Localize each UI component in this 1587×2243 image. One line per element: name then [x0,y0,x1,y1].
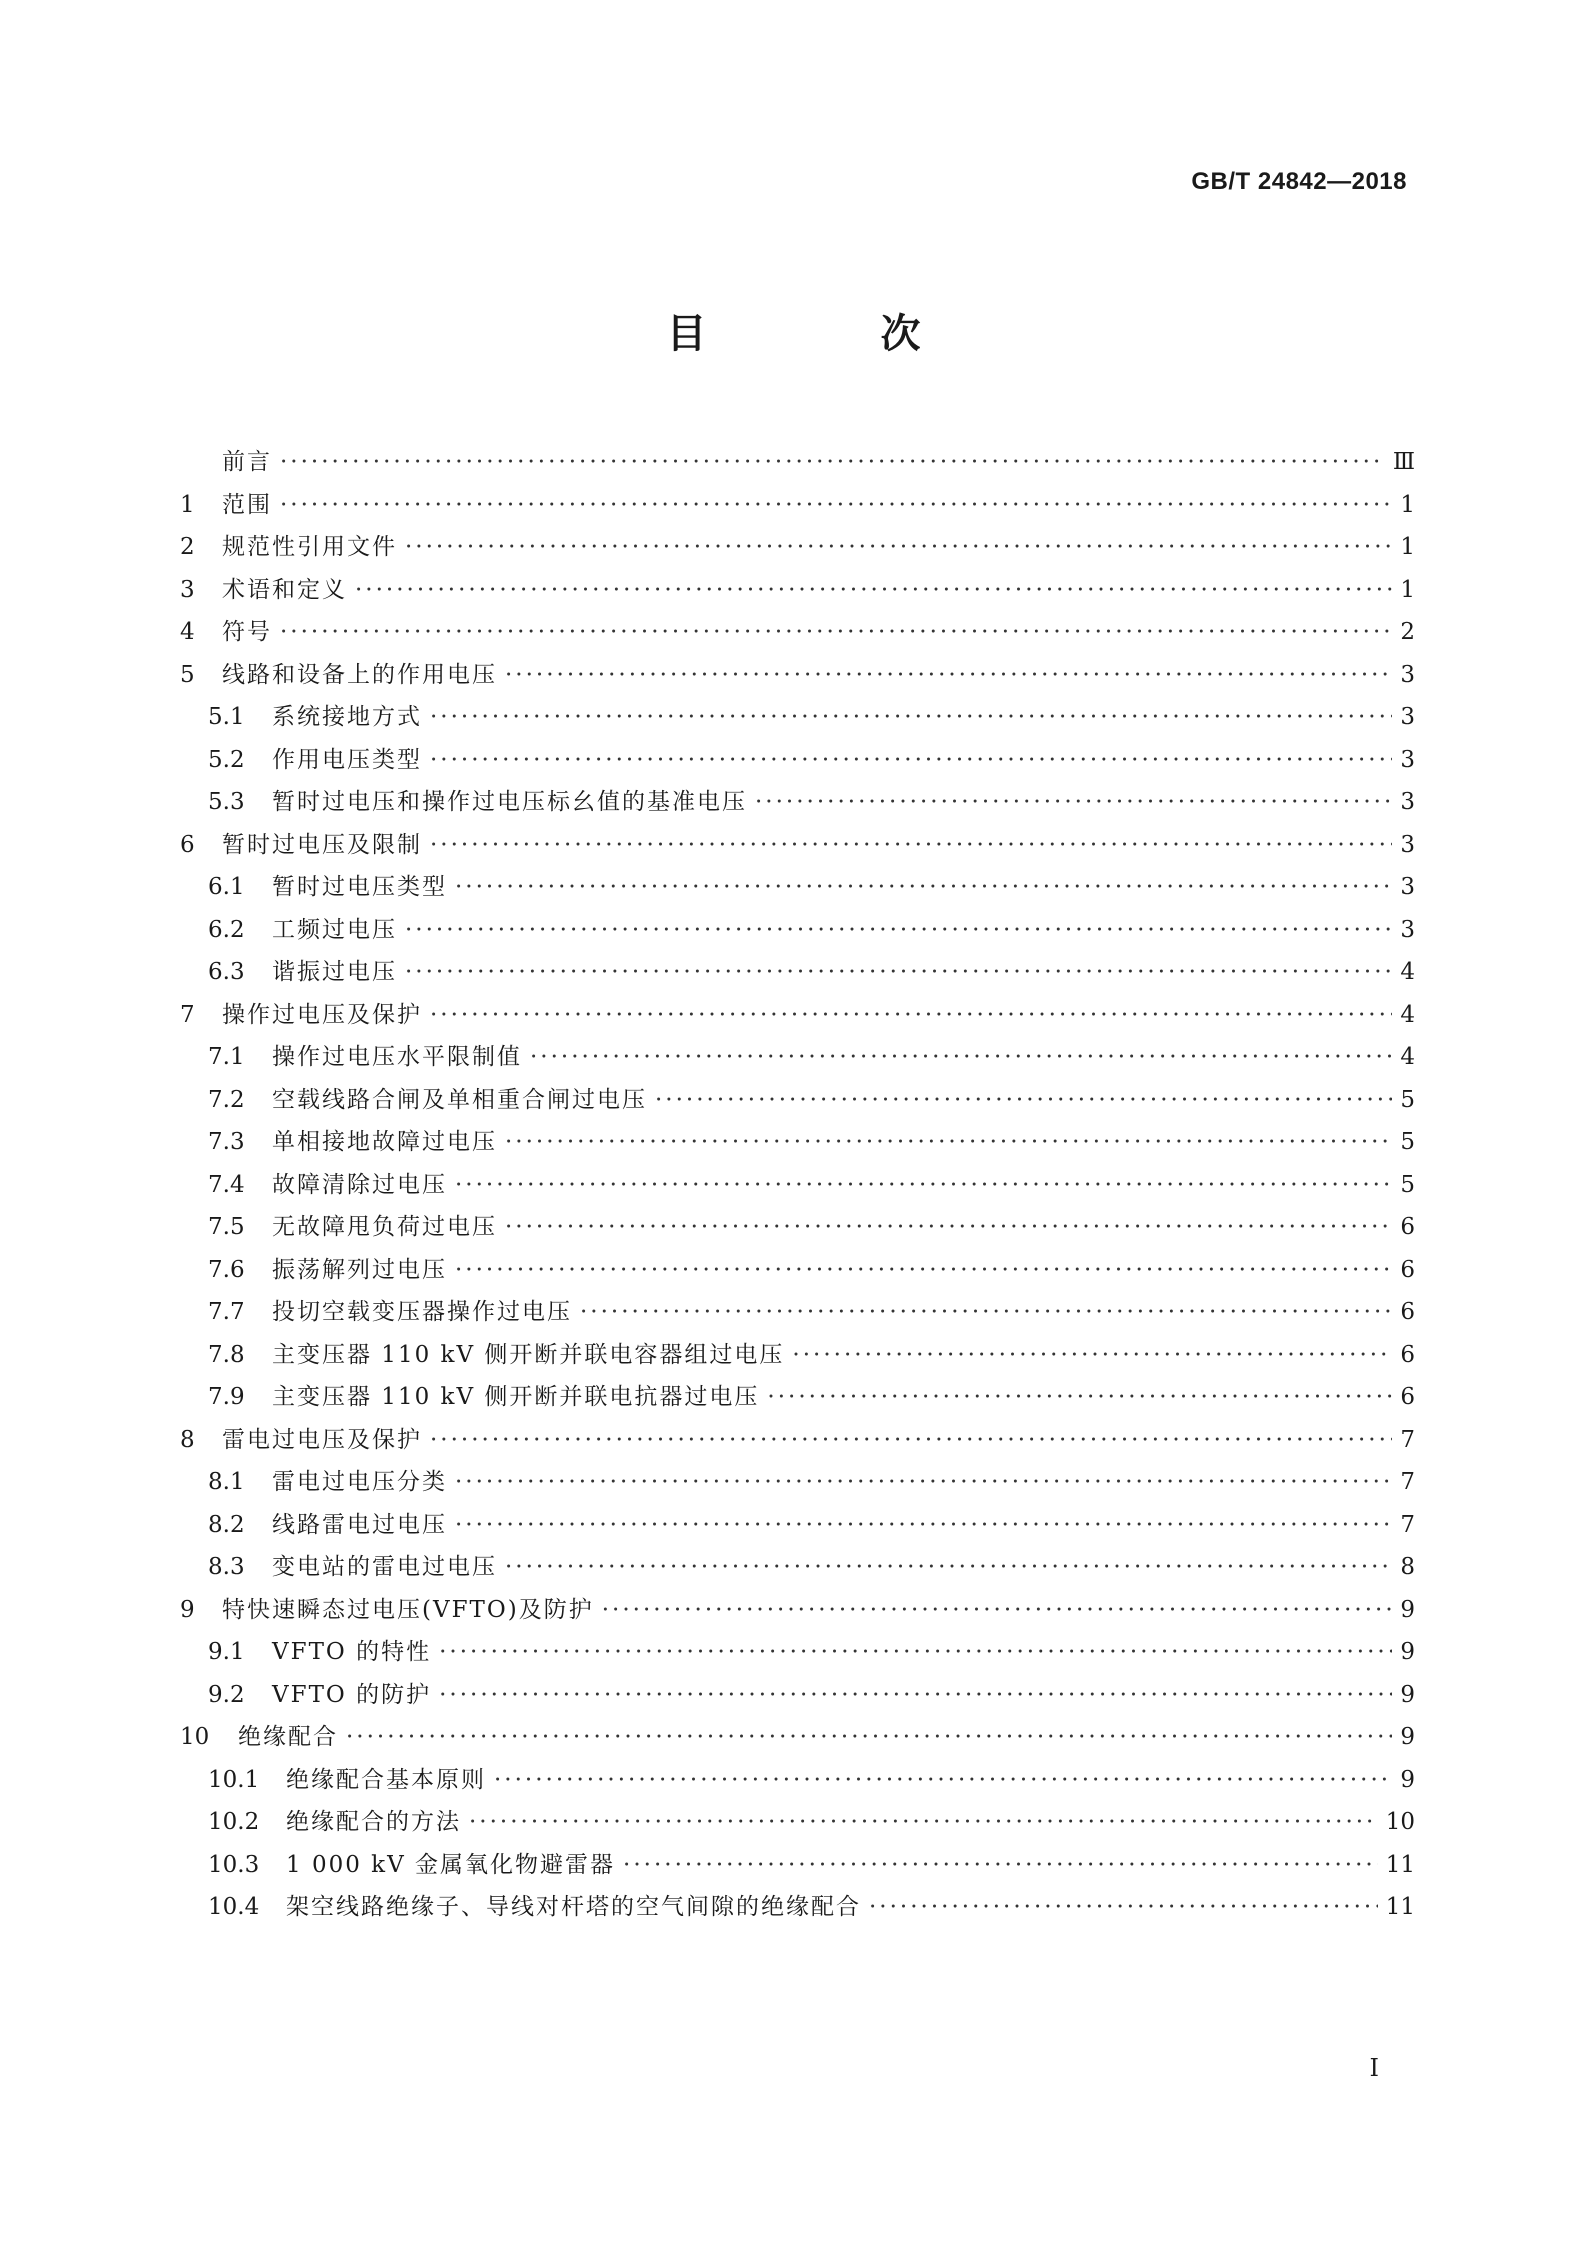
toc-leader-dots [602,1597,1393,1623]
toc-entry-title: 暂时过电压和操作过电压标幺值的基准电压 [272,789,747,815]
toc-leader-dots [505,1554,1392,1580]
toc-leader-dots [455,1172,1392,1198]
toc-entry-page: 7 [1400,1511,1415,1538]
toc-entry-page: 9 [1400,1724,1415,1750]
toc-entry-title: 作用电压类型 [272,746,422,773]
toc-entry[interactable] [180,1336,1415,1379]
toc-entry[interactable] [180,656,1415,699]
toc-entry-page: 11 [1385,1894,1415,1920]
toc-entry-title: 特快速瞬态过电压(VFTO)及防护 [222,1596,594,1623]
toc-leader-dots [430,1427,1392,1453]
toc-leader-dots [405,959,1392,985]
toc-entry-number: 6.3 [208,959,245,985]
toc-entry[interactable] [180,826,1415,869]
toc-entry[interactable] [180,1463,1415,1506]
toc-entry-number: 7.3 [208,1129,245,1155]
toc-leader-dots [439,1639,1392,1665]
toc-entry[interactable] [180,1123,1415,1166]
toc-entry-title: 1 000 kV 金属氧化物避雷器 [286,1851,616,1878]
toc-entry-page: 1 [1400,491,1415,518]
toc-entry-title: 雷电过电压及保护 [222,1426,422,1453]
toc-leader-dots [455,1469,1392,1495]
toc-entry[interactable] [180,443,1415,486]
toc-leader-dots [530,1044,1392,1070]
toc-entry-page: 3 [1400,916,1415,943]
toc-entry[interactable] [180,1591,1415,1634]
toc-entry-page: 6 [1400,1341,1415,1368]
toc-entry-page: 3 [1400,831,1415,858]
toc-entry-number: 7.7 [208,1299,245,1325]
toc-entry-title: 变电站的雷电过电压 [272,1554,497,1580]
toc-entry-number: 10.4 [208,1894,260,1920]
toc-entry-title: 主变压器 110 kV 侧开断并联电容器组过电压 [272,1341,785,1368]
toc-entry[interactable] [180,1718,1415,1761]
toc-entry-title: 架空线路绝缘子、导线对杆塔的空气间隙的绝缘配合 [286,1894,861,1920]
toc-entry[interactable] [180,1761,1415,1804]
toc-entry-number: 7.8 [208,1341,245,1368]
toc-entry-page: 1 [1400,534,1415,560]
toc-entry-page: 6 [1400,1256,1415,1283]
toc-leader-dots [355,577,1392,603]
toc-entry-title: VFTO 的防护 [272,1681,432,1708]
toc-leader-dots [505,662,1392,688]
toc-entry-title: 工频过电压 [272,916,397,943]
table-of-contents [180,443,1415,1931]
toc-entry-page: 3 [1400,874,1415,900]
toc-entry[interactable] [180,996,1415,1039]
toc-entry[interactable] [180,528,1415,571]
toc-entry[interactable] [180,1506,1415,1549]
toc-leader-dots [580,1299,1392,1325]
toc-leader-dots [405,534,1392,560]
toc-entry-title: 雷电过电压分类 [272,1469,447,1495]
toc-entry-number: 7.2 [208,1086,245,1113]
toc-entry-title: 范围 [222,491,272,518]
toc-entry-number: 10.3 [208,1851,260,1878]
toc-entry-title: 操作过电压及保护 [222,1001,422,1028]
toc-entry-page: 1 [1400,576,1415,603]
toc-leader-dots [655,1087,1392,1113]
toc-entry-title: 线路和设备上的作用电压 [222,661,497,688]
toc-leader-dots [455,874,1392,900]
toc-entry-number: 10.2 [208,1809,260,1835]
toc-entry-number: 8.1 [208,1469,245,1495]
toc-entry[interactable] [180,486,1415,529]
toc-leader-dots [469,1809,1378,1835]
toc-leader-dots [280,449,1385,475]
toc-entry-page: 4 [1400,1044,1415,1070]
toc-entry[interactable] [180,1676,1415,1719]
toc-entry-page: 2 [1400,619,1415,645]
toc-entry-title: 线路雷电过电压 [272,1511,447,1538]
toc-entry-page: 3 [1400,789,1415,815]
toc-leader-dots [494,1767,1392,1793]
toc-entry-page: 3 [1400,704,1415,730]
toc-entry[interactable] [180,1633,1415,1676]
toc-entry-number: 7.5 [208,1214,245,1240]
toc-leader-dots [505,1214,1392,1240]
toc-leader-dots [623,1852,1378,1878]
toc-leader-dots [755,789,1392,815]
toc-entry-page: 10 [1385,1809,1415,1835]
toc-leader-dots [430,832,1392,858]
toc-entry-number: 6.2 [208,916,245,943]
toc-entry-title: 术语和定义 [222,576,347,603]
toc-entry[interactable] [180,1208,1415,1251]
toc-entry-title: 主变压器 110 kV 侧开断并联电抗器过电压 [272,1384,760,1410]
toc-entry-title: 绝缘配合 [238,1724,338,1750]
toc-leader-dots [455,1512,1392,1538]
toc-entry-title: 暂时过电压及限制 [222,831,422,858]
toc-entry-number: 10 [180,1724,210,1750]
toc-entry-page: 6 [1400,1299,1415,1325]
toc-leader-dots [505,1129,1392,1155]
toc-entry[interactable] [180,1293,1415,1336]
toc-entry-page: 9 [1400,1596,1415,1623]
toc-entry-page: 5 [1400,1129,1415,1155]
toc-entry[interactable] [180,1846,1415,1889]
toc-entry-number: 7.1 [208,1044,245,1070]
toc-entry-number: 8 [180,1426,195,1453]
toc-entry-page: 6 [1400,1384,1415,1410]
toc-entry[interactable] [180,698,1415,741]
toc-leader-dots [280,492,1392,518]
toc-entry-title: 前言 [222,449,272,475]
toc-entry[interactable] [180,953,1415,996]
toc-entry[interactable] [180,1081,1415,1124]
toc-entry-title: 空载线路合闸及单相重合闸过电压 [272,1086,647,1113]
toc-entry[interactable] [180,1251,1415,1294]
toc-entry-title: 绝缘配合基本原则 [286,1766,486,1793]
toc-entry-title: 谐振过电压 [272,959,397,985]
toc-entry-number: 5.1 [208,704,245,730]
toc-entry[interactable] [180,1421,1415,1464]
toc-entry-number: 3 [180,576,195,603]
toc-entry-title: 操作过电压水平限制值 [272,1044,522,1070]
toc-entry-page: 9 [1400,1766,1415,1793]
toc-entry-title: 系统接地方式 [272,704,422,730]
toc-entry-number: 7.4 [208,1171,245,1198]
toc-entry-title: 符号 [222,619,272,645]
toc-entry-number: 6.1 [208,874,245,900]
toc-entry-page: 3 [1400,746,1415,773]
toc-leader-dots [767,1384,1392,1410]
toc-entry-title: VFTO 的特性 [272,1639,432,1665]
toc-entry-page: 9 [1400,1639,1415,1665]
toc-leader-dots [430,747,1392,773]
toc-entry-page: 7 [1400,1426,1415,1453]
toc-entry-number: 5.3 [208,789,245,815]
toc-entry-title: 振荡解列过电压 [272,1256,447,1283]
toc-entry[interactable] [180,613,1415,656]
toc-entry-page: Ⅲ [1392,449,1415,475]
toc-leader-dots [280,619,1392,645]
toc-entry-number: 10.1 [208,1766,260,1793]
toc-leader-dots [869,1894,1378,1920]
toc-entry-number: 6 [180,831,195,858]
toc-entry[interactable] [180,741,1415,784]
toc-entry-number: 4 [180,619,195,645]
toc-leader-dots [430,704,1392,730]
toc-entry-title: 绝缘配合的方法 [286,1809,461,1835]
toc-leader-dots [346,1724,1392,1750]
toc-entry-page: 4 [1400,959,1415,985]
toc-entry-number: 9.2 [208,1681,245,1708]
toc-entry-title: 暂时过电压类型 [272,874,447,900]
toc-entry-page: 11 [1385,1851,1415,1878]
toc-entry-number: 7.9 [208,1384,245,1410]
toc-entry-number: 9 [180,1596,195,1623]
toc-entry[interactable] [180,1888,1415,1931]
toc-entry-title: 单相接地故障过电压 [272,1129,497,1155]
toc-entry-page: 7 [1400,1469,1415,1495]
toc-entry-number: 5.2 [208,746,245,773]
toc-entry-page: 9 [1400,1681,1415,1708]
toc-entry-title: 投切空载变压器操作过电压 [272,1299,572,1325]
toc-entry-page: 5 [1400,1171,1415,1198]
toc-entry[interactable] [180,1038,1415,1081]
toc-entry-page: 4 [1400,1001,1415,1028]
toc-entry-page: 5 [1400,1086,1415,1113]
toc-entry-page: 3 [1400,661,1415,688]
toc-entry-page: 8 [1400,1554,1415,1580]
page-title: 目 次 [666,311,1001,357]
toc-entry-title: 无故障甩负荷过电压 [272,1214,497,1240]
toc-entry-title: 规范性引用文件 [222,534,397,560]
toc-entry[interactable] [180,1166,1415,1209]
toc-entry-number: 5 [180,661,195,688]
toc-leader-dots [405,917,1392,943]
toc-entry[interactable] [180,783,1415,826]
toc-entry[interactable] [180,571,1415,614]
toc-entry-number: 7 [180,1001,195,1028]
toc-entry-number: 1 [180,491,195,518]
toc-entry-number: 9.1 [208,1639,245,1665]
toc-entry[interactable] [180,911,1415,954]
toc-entry-number: 8.2 [208,1511,245,1538]
toc-entry[interactable] [180,1548,1415,1591]
toc-entry[interactable] [180,868,1415,911]
standard-code: GB/T 24842—2018 [1191,168,1407,195]
toc-entry-number: 2 [180,534,195,560]
page-number: I [1369,2054,1379,2082]
toc-entry[interactable] [180,1378,1415,1421]
toc-entry-page: 6 [1400,1214,1415,1240]
toc-leader-dots [792,1342,1392,1368]
toc-entry[interactable] [180,1803,1415,1846]
toc-leader-dots [439,1682,1392,1708]
toc-entry-title: 故障清除过电压 [272,1171,447,1198]
toc-leader-dots [455,1257,1392,1283]
toc-entry-number: 7.6 [208,1256,245,1283]
toc-entry-number: 8.3 [208,1554,245,1580]
toc-leader-dots [430,1002,1392,1028]
